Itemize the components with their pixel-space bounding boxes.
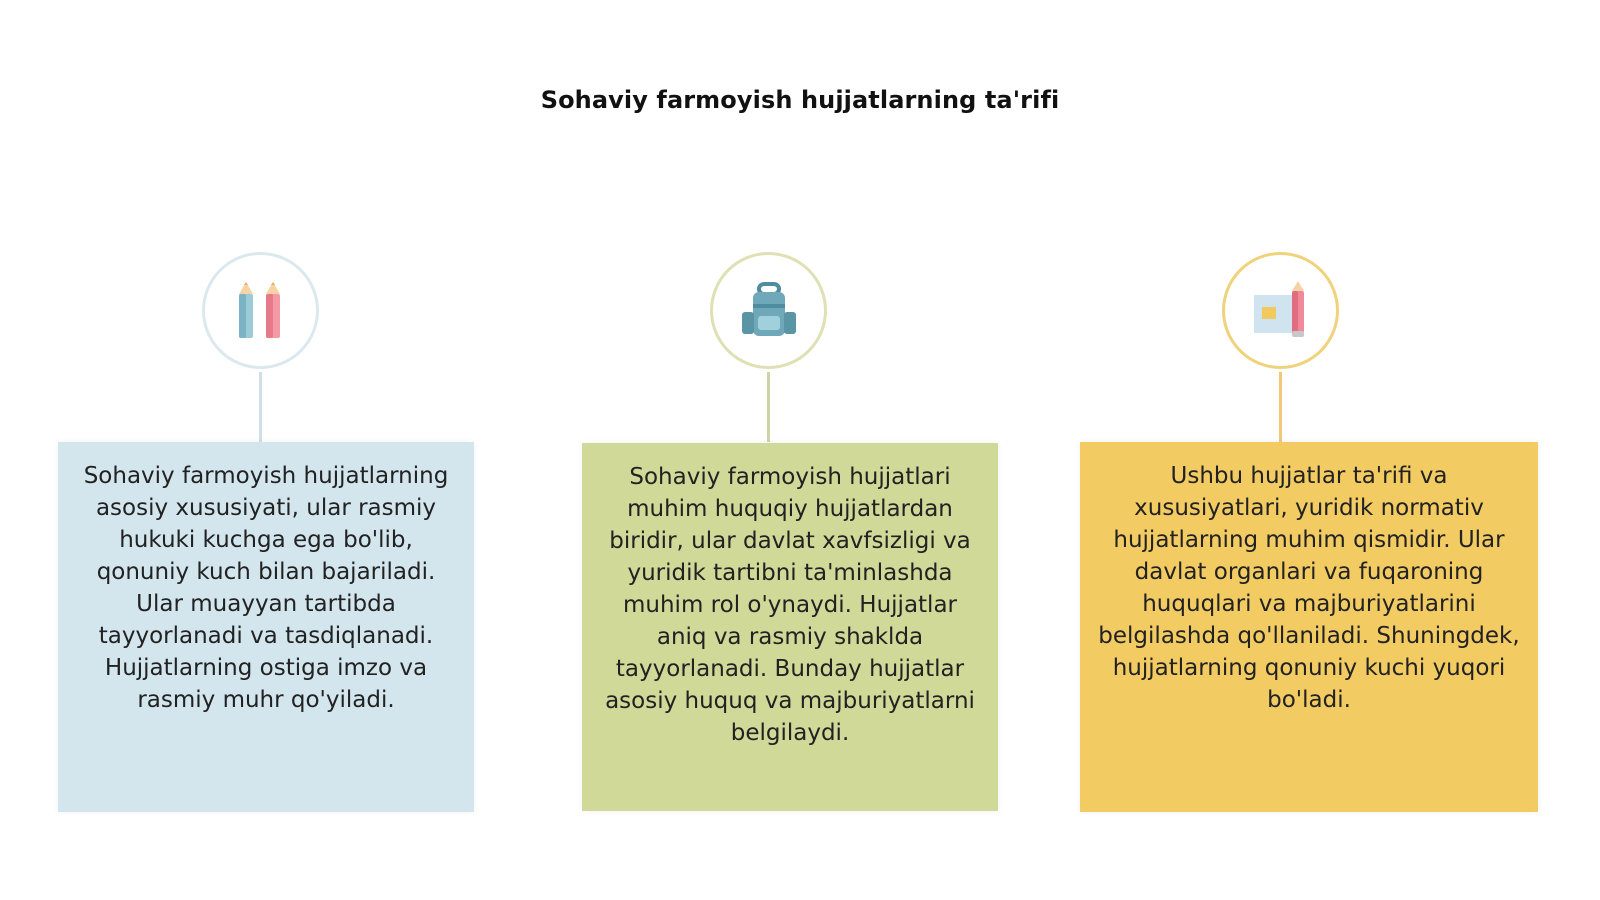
paper-pencil-icon [1252, 281, 1310, 341]
connector-line-3 [1279, 372, 1282, 442]
backpack-icon [740, 282, 798, 340]
card-text: Sohaviy farmoyish hujjatlarning asosiy xususiyati, ular rasmiy hukuki kuchga ega bo'lib, qonuniy kuch bilan bajariladi. Ular muayyan tartibda tayyorlanadi va tasdiqlanadi. Hujjatlarning ostiga imzo va rasmiy muhr qo'yiladi. [83, 463, 449, 713]
icon-circle-3 [1222, 252, 1339, 369]
pencils-icon [236, 280, 286, 342]
info-card-3 [1080, 442, 1538, 812]
connector-line-1 [259, 372, 262, 442]
icon-circle-2 [710, 252, 827, 369]
icon-circle-1 [202, 252, 319, 369]
card-text: Sohaviy farmoyish hujjatlari muhim huquqiy hujjatlardan biridir, ular davlat xavfsizligi va yuridik tartibni ta'minlashda muhim rol o'ynaydi. Hujjatlar aniq va rasmiy shaklda tayyorlanadi. Bunday hujjatlar asosiy huquq va majburiyatlarni belgilaydi. [605, 464, 975, 746]
info-card-1 [58, 442, 474, 812]
connector-line-2 [767, 372, 770, 442]
card-text: Ushbu hujjatlar ta'rifi va xususiyatlari, yuridik normativ hujjatlarning muhim qismidir. Ular davlat organlari va fuqaroning huquqlari va majburiyatlarini belgilashda qo'llaniladi. Shuningdek, hujjatlarning qonuniy kuchi yuqori bo'ladi. [1098, 463, 1520, 713]
page-title: Sohaviy farmoyish hujjatlarning ta'rifi [540, 86, 1060, 114]
info-card-2 [582, 443, 998, 811]
